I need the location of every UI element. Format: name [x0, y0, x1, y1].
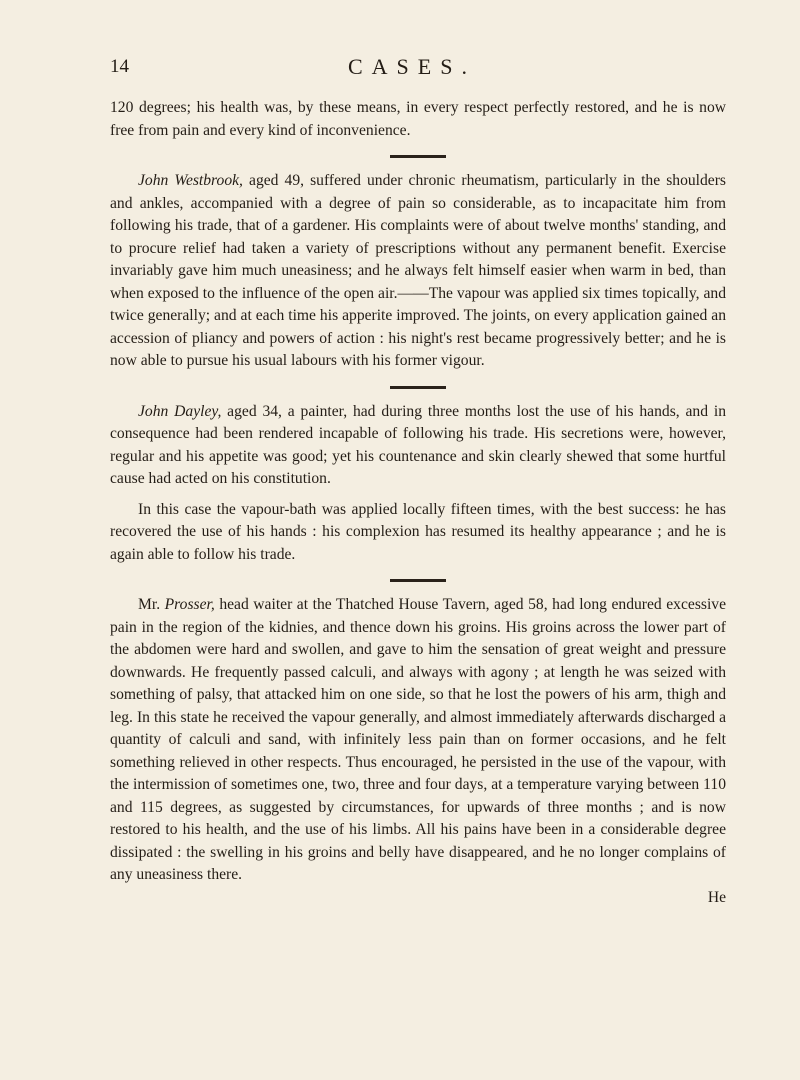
paragraph-text: aged 49, suffered under chronic rheumatism, particularly in the shoulders and ankles, accompanied with a degree of pain so considerable, as to incapacitate him from following his trade, that of a gardener. His complaints were of about twelve months' standing, and to procure relief had taken a variety of prescriptions without any permanent benefit. Exercise invariably gave him much uneasiness; and he always felt himself easier when warm in bed, than when exposed to the influence of the open air.——The vapour was applied six times topically, and twice generally; and at each time his apperite improved. The joints, on every application gained an accession of pliancy and powers of action : his night's rest became progressively better; and he is now able to pursue his usual labours with his former vigour. [110, 172, 726, 369]
page-number: 14 [110, 56, 129, 77]
page-body [110, 97, 726, 909]
paragraph-prosser [110, 594, 726, 887]
section-divider [110, 566, 726, 594]
paragraph-continuation: 120 degrees; his health was, by these means, in every respect perfectly restored, and he is now free from pain and every kind of inconvenience. [110, 99, 726, 139]
paragraph-dayley-treatment: In this case the vapour-bath was applied locally fifteen times, with the best success: he has recovered the use of his hands : his complexion has resumed its healthy appearance ; and he is again able to follow his trade. [110, 500, 726, 563]
patient-name: Prosser, [164, 596, 215, 613]
page-header [0, 56, 800, 86]
patient-name: John Westbrook, [138, 172, 243, 189]
running-title: CASES. [348, 54, 476, 79]
catchword: He [707, 888, 726, 906]
paragraph-text: aged 34, a painter, had during three months lost the use of his hands, and in consequence had been rendered incapable of following his trade. His secretions were, however, regular and his appetite was good; yet his countenance and skin clearly shewed that some hurtful cause had acted on his constitution. [110, 402, 726, 487]
title-prefix: Mr. [138, 596, 165, 613]
section-divider [110, 373, 726, 401]
paragraph-text: head waiter at the Thatched House Tavern, aged 58, had long endured excessive pain in the region of the kidnies, and thence down his groins. His groins across the lower part of the abdomen were hard and swollen, and gave to him the sensation of great weight and pressure downwards. He frequently passed calculi, and always with agony ; at length he was seized with something of palsy, that attacked him on one side, so that he lost the powers of his arm, thigh and leg. In this state he received the vapour generally, and almost immediately afterwards discharged a quantity of calculi and sand, with infinitely less pain than on former occasions, and he felt something relieved in other respects. Thus encouraged, he persisted in the use of the vapour, with the intermission of sometimes one, two, three and four days, at a temperature varying between 110 and 115 degrees, as suggested by circumstances, for upwards of three months ; and is now restored to his health, and the use of his limbs. All his pains have been in a considerable degree dissipated : the swelling in his groins and belly have disappeared, and he no longer complains of any uneasiness there. [110, 596, 727, 883]
paragraph-dayley [110, 401, 726, 491]
patient-name: John Dayley, [138, 402, 222, 420]
section-divider [110, 142, 726, 170]
paragraph-westbrook [110, 170, 726, 373]
